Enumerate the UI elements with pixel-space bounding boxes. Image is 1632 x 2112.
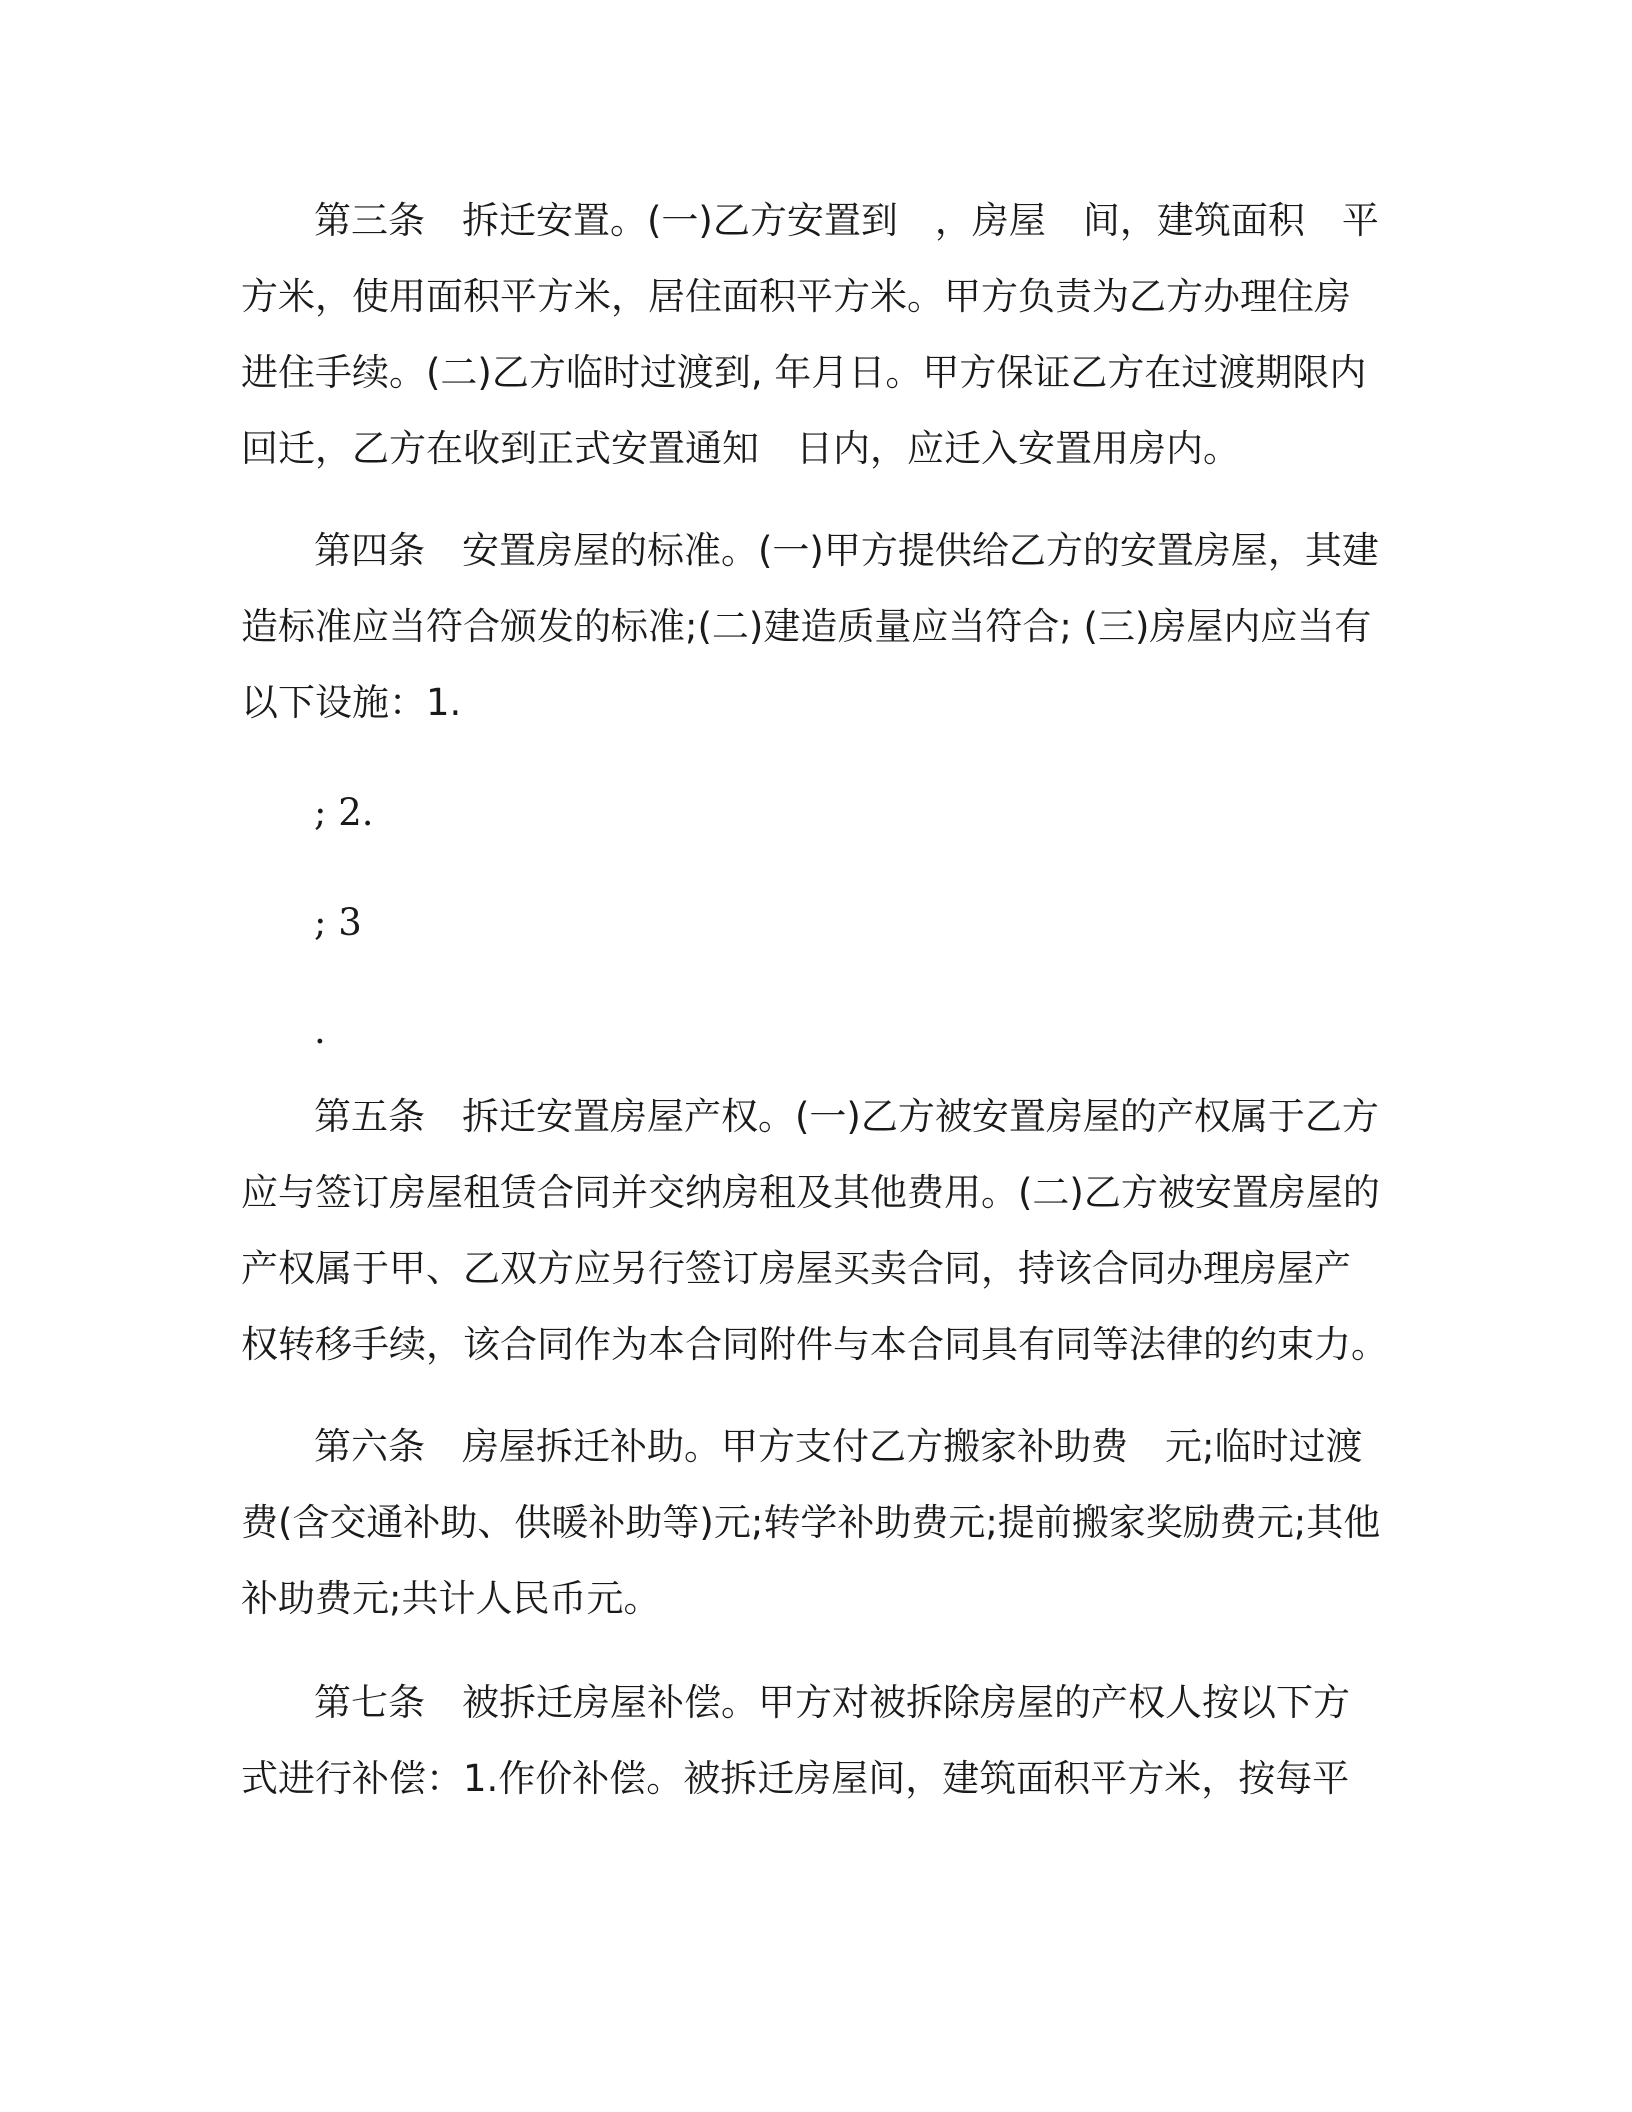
article-3-line-1: 第三条 拆迁安置。(一)乙方安置到 ，房屋 间，建筑面积 平 — [314, 199, 1379, 242]
article-3-line-3: 进住手续。(二)乙方临时过渡到, 年月日。甲方保证乙方在过渡期限内 — [241, 351, 1367, 394]
article-6-line-3: 补助费元;共计人民币元。 — [241, 1577, 661, 1620]
article-6-line-1: 第六条 房屋拆迁补助。甲方支付乙方搬家补助费 元;临时过渡 — [314, 1425, 1363, 1468]
article-5-line-2: 应与签订房屋租赁合同并交纳房租及其他费用。(二)乙方被安置房屋的 — [241, 1171, 1380, 1214]
article-7-line-2: 式进行补偿：1.作价补偿。被拆迁房屋间，建筑面积平方米，按每平 — [241, 1757, 1350, 1800]
article-4-item-3: ; 3 — [314, 901, 362, 944]
article-4-line-3: 以下设施：1. — [241, 681, 462, 724]
article-6-line-2: 费(含交通补助、供暖补助等)元;转学补助费元;提前搬家奖励费元;其他 — [241, 1501, 1381, 1544]
article-4-line-2: 造标准应当符合颁发的标准;(二)建造质量应当符合; (三)房屋内应当有 — [241, 605, 1372, 648]
article-5-line-3: 产权属于甲、乙双方应另行签订房屋买卖合同，持该合同办理房屋产 — [241, 1247, 1351, 1290]
article-5-line-1: 第五条 拆迁安置房屋产权。(一)乙方被安置房屋的产权属于乙方 — [314, 1095, 1379, 1138]
article-3-line-4: 回迁，乙方在收到正式安置通知 日内，应迁入安置用房内。 — [241, 427, 1240, 470]
article-4-end-period: . — [314, 1009, 326, 1052]
article-3-line-2: 方米，使用面积平方米，居住面积平方米。甲方负责为乙方办理住房 — [241, 275, 1351, 318]
article-4-line-1: 第四条 安置房屋的标准。(一)甲方提供给乙方的安置房屋，其建 — [314, 529, 1379, 572]
article-4-item-2: ; 2. — [314, 791, 374, 834]
article-5-line-4: 权转移手续，该合同作为本合同附件与本合同具有同等法律的约束力。 — [241, 1323, 1388, 1366]
article-7-line-1: 第七条 被拆迁房屋补偿。甲方对被拆除房屋的产权人按以下方 — [314, 1681, 1350, 1724]
